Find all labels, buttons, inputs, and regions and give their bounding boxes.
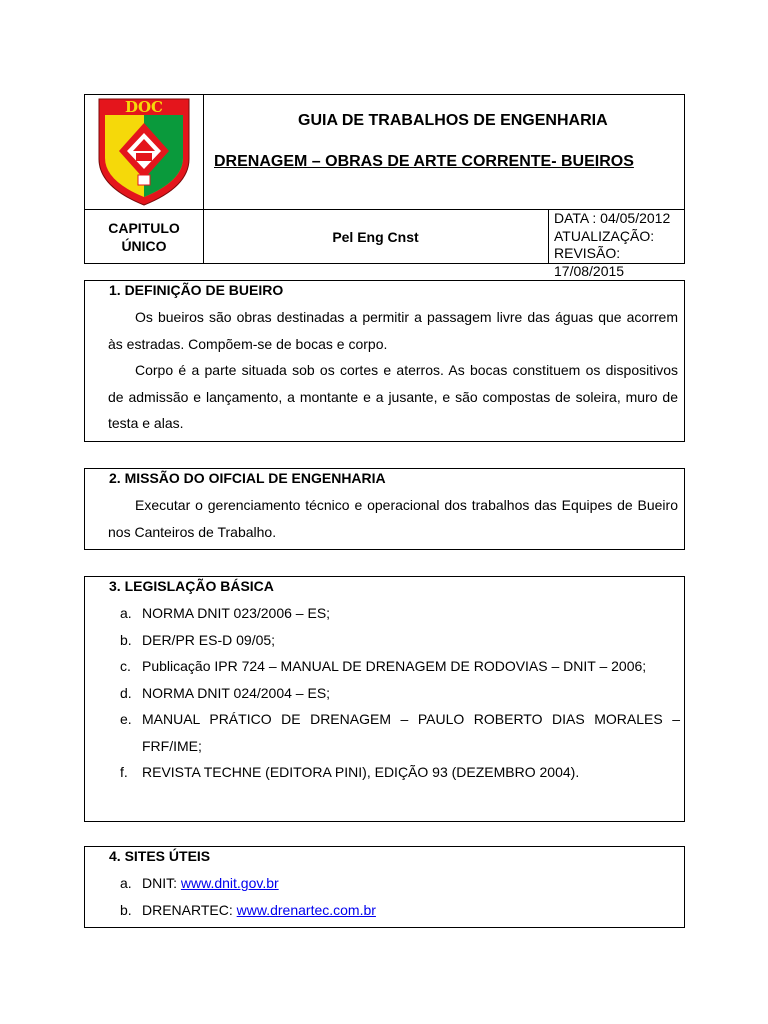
capitulo-label: CAPITULO: [108, 219, 180, 236]
paragraph: Os bueiros são obras destinadas a permitir a passagem livre das águas que acorrem às estradas. Compõem-se de bocas e corpo.: [108, 309, 678, 352]
capitulo-cell: [85, 210, 204, 263]
section-definicao: [84, 280, 685, 442]
document-subtitle: DRENAGEM – OBRAS DE ARTE CORRENTE- BUEIROS: [214, 153, 634, 170]
section-title: 2. MISSÃO DO OIFCIAL DE ENGENHARIA: [109, 470, 386, 486]
capitulo-value: ÚNICO: [121, 237, 167, 254]
list-item: e. MANUAL PRÁTICO DE DRENAGEM – PAULO ROBERTO DIAS MORALES – FRF/IME;: [120, 711, 680, 754]
list-item: a. NORMA DNIT 023/2006 – ES;: [120, 605, 331, 621]
section-legislacao: [84, 576, 685, 822]
header-info-row: [85, 209, 684, 279]
list-item: b. DRENARTEC: www.drenartec.com.br: [120, 901, 376, 918]
list-item: b. DER/PR ES-D 09/05;: [120, 631, 276, 648]
paragraph: Corpo é a parte situada sob os cortes e aterros. As bocas constituem os dispositivos de admissão e lançamento, a montante e a jusante, e são compostas de soleira, muro de testa e alas.: [108, 362, 678, 431]
header-table: [84, 94, 685, 279]
pelotao-cell: Pel Eng Cnst: [203, 210, 549, 263]
update-field: ATUALIZAÇÃO:: [554, 227, 655, 244]
logo-text: DOC: [124, 98, 164, 116]
section-title: 4. SITES ÚTEIS: [109, 848, 211, 864]
dnit-link[interactable]: www.dnit.gov.br: [180, 875, 279, 891]
legislation-list: [120, 600, 680, 786]
doc-shield-logo: [85, 95, 203, 209]
section-title: 3. LEGISLAÇÃO BÁSICA: [109, 578, 274, 594]
drenartec-link[interactable]: www.drenartec.com.br: [236, 901, 376, 918]
list-item: a. DNIT: www.dnit.gov.br: [120, 875, 279, 891]
date-field: DATA : 04/05/2012: [554, 210, 671, 226]
dates-cell: [548, 210, 684, 279]
list-item: c. Publicação IPR 724 – MANUAL DE DRENAGEM DE RODOVIAS – DNIT – 2006;: [120, 658, 647, 674]
revision-field: REVISÃO: 17/08/2015: [554, 245, 625, 279]
list-item: f. REVISTA TECHNE (EDITORA PINI), EDIÇÃO 93 (DEZEMBRO 2004).: [120, 764, 580, 780]
sites-list: [120, 870, 680, 923]
section-missao: [84, 468, 685, 550]
title-cell: [203, 95, 684, 209]
section-title: 1. DEFINIÇÃO DE BUEIRO: [109, 282, 284, 298]
list-item: d. NORMA DNIT 024/2004 – ES;: [120, 684, 331, 701]
document-title: GUIA DE TRABALHOS DE ENGENHARIA: [298, 112, 608, 129]
section-sites: [84, 846, 685, 928]
paragraph: Executar o gerenciamento técnico e operacional dos trabalhos das Equipes de Bueiro nos Canteiros de Trabalho.: [108, 497, 678, 540]
logo-cell: [85, 95, 204, 209]
